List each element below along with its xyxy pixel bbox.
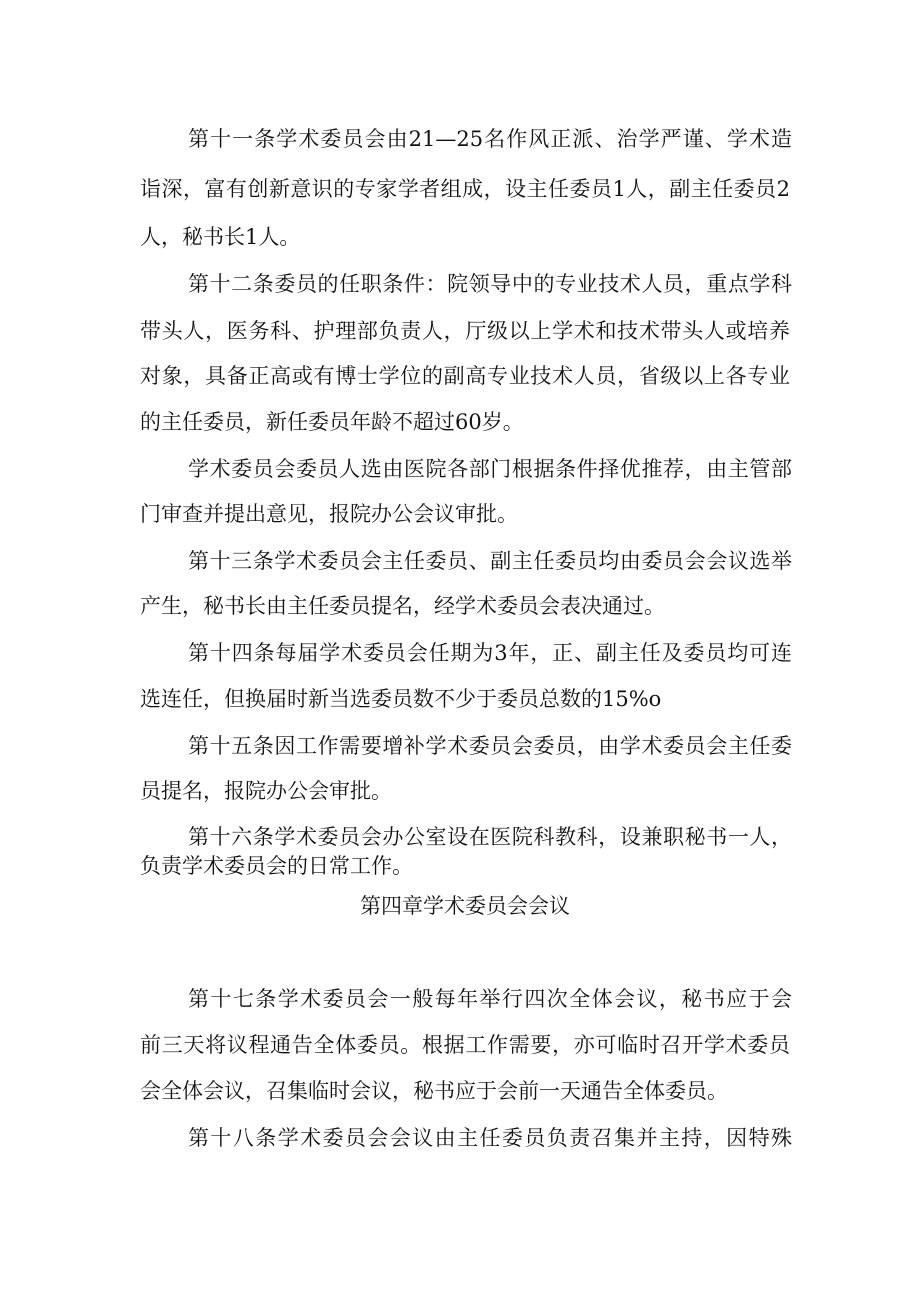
chapter-heading: 第四章学术委员会会议	[360, 894, 570, 918]
article-16-line-1: 第十六条学术委员会办公室设在医院科教科，设兼职秘书一人，	[188, 825, 792, 849]
article-11-line-2: 诣深，富有创新意识的专家学者组成，设主任委员1人，副主任委员2	[140, 177, 790, 201]
article-11-line-1: 第十一条学术委员会由21—25名作风正派、治学严谨、学术造	[188, 127, 792, 151]
article-12-line-2: 带头人，医务科、护理部负责人，厅级以上学术和技术带头人或培养	[140, 319, 790, 343]
article-17-line-3: 会全体会议，召集临时会议，秘书应于会前一天通告全体委员。	[140, 1079, 728, 1103]
article-18-line-1: 第十八条学术委员会会议由主任委员负责召集并主持，因特殊	[188, 1126, 792, 1150]
article-15-line-2: 员提名，报院办公会审批。	[140, 779, 392, 803]
member-selection-line-2: 门审查并提出意见，报院办公会议审批。	[140, 502, 518, 526]
article-14-line-1: 第十四条每届学术委员会任期为3年，正、副主任及委员均可连	[188, 641, 792, 665]
article-16-line-2: 负责学术委员会的日常工作。	[140, 854, 413, 878]
article-11-line-3: 人，秘书长1人。	[140, 225, 301, 249]
article-13-line-1: 第十三条学术委员会主任委员、副主任委员均由委员会会议选举	[188, 549, 792, 573]
article-15-line-1: 第十五条因工作需要增补学术委员会委员，由学术委员会主任委	[188, 734, 792, 758]
article-13-line-2: 产生，秘书长由主任委员提名，经学术委员会表决通过。	[140, 594, 665, 618]
article-12-line-1: 第十二条委员的任职条件：院领导中的专业技术人员，重点学科	[188, 272, 792, 296]
member-selection-line-1: 学术委员会委员人选由医院各部门根据条件择优推荐，由主管部	[188, 457, 792, 481]
article-14-line-2: 选连任，但换届时新当选委员数不少于委员总数的15%o	[140, 687, 662, 711]
article-12-line-4: 的主任委员，新任委员年龄不超过60岁。	[140, 410, 524, 434]
article-12-line-3: 对象，具备正高或有博士学位的副高专业技术人员，省级以上各专业	[140, 364, 790, 388]
article-17-line-2: 前三天将议程通告全体委员。根据工作需要，亦可临时召开学术委员	[140, 1033, 790, 1057]
article-17-line-1: 第十七条学术委员会一般每年举行四次全体会议，秘书应于会	[188, 987, 792, 1011]
